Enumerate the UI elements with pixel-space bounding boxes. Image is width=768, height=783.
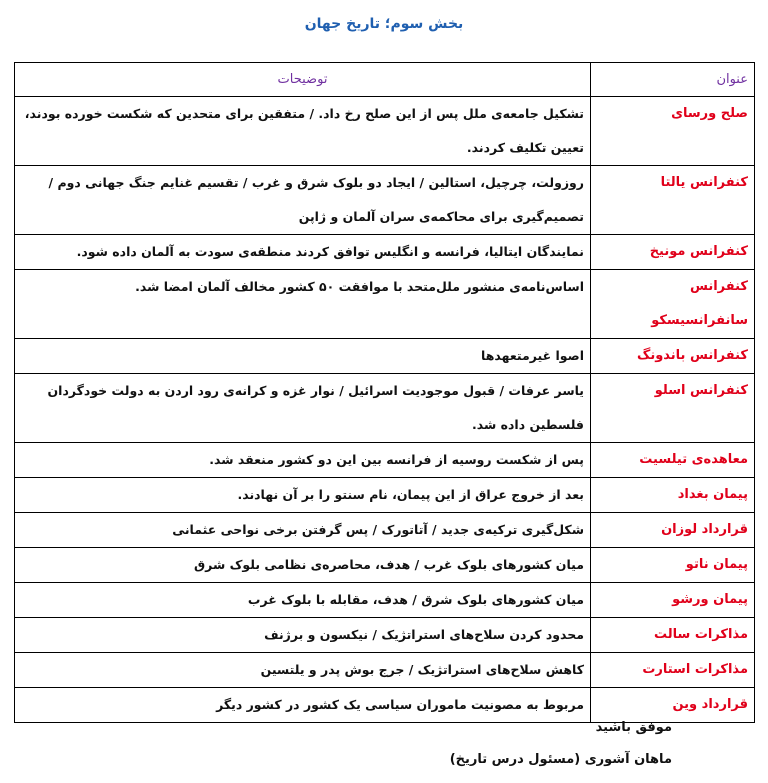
table-row [15, 235, 755, 270]
footer-signature: ماهان آشوری (مسئول درس تاریخ) [449, 752, 672, 767]
row-description: یاسر عرفات / قبول موجودیت اسرائیل / نوار غزه و کرانه‌ی رود اردن به دولت خودگردان فلسطین داده شد. [15, 374, 591, 443]
row-title: مذاکرات استارت [591, 653, 755, 688]
row-title: قرارداد لوزان [591, 513, 755, 548]
table-row [15, 583, 755, 618]
row-description: اصوا غیرمتعهدها [15, 339, 591, 374]
row-title: پیمان ناتو [591, 548, 755, 583]
row-description: مربوط به مصونیت ماموران سیاسی یک کشور در کشور دیگر [15, 688, 591, 723]
row-title: کنفرانس سانفرانسیسکو [591, 270, 755, 339]
table-row [15, 688, 755, 723]
row-description: بعد از خروج عراق از این پیمان، نام سنتو را بر آن نهادند. [15, 478, 591, 513]
row-description: پس از شکست روسیه از فرانسه بین این دو کشور منعقد شد. [15, 443, 591, 478]
row-title: کنفرانس یالتا [591, 166, 755, 235]
row-description: شکل‌گیری ترکیه‌ی جدید / آتاتورک / پس گرفتن برخی نواحی عثمانی [15, 513, 591, 548]
footer-wish: موفق باشید [595, 720, 672, 735]
table-row [15, 339, 755, 374]
row-description: روزولت، چرچیل، استالین / ایجاد دو بلوک شرق و غرب / تقسیم غنایم جنگ جهانی دوم / تصمیم‌گیری برای محاکمه‌ی سران آلمان و ژاپن [15, 166, 591, 235]
page-title: بخش سوم؛ تاریخ جهان [304, 16, 464, 32]
row-description: اساس‌نامه‌ی منشور ملل‌متحد با موافقت ۵۰ کشور مخالف آلمان امضا شد. [15, 270, 591, 339]
row-title: مذاکرات سالت [591, 618, 755, 653]
table-row [15, 166, 755, 235]
row-title: کنفرانس مونیخ [591, 235, 755, 270]
table-row [15, 270, 755, 339]
row-title: قرارداد وین [591, 688, 755, 723]
table-row [15, 478, 755, 513]
row-description: میان کشورهای بلوک غرب / هدف، محاصره‌ی نظامی بلوک شرق [15, 548, 591, 583]
row-description: نمایندگان ایتالیا، فرانسه و انگلیس توافق کردند منطقه‌ی سودت به آلمان داده شود. [15, 235, 591, 270]
header-description: توضیحات [15, 63, 591, 97]
row-title: کنفرانس باندونگ [591, 339, 755, 374]
row-title: صلح ورسای [591, 97, 755, 166]
row-title: کنفرانس اسلو [591, 374, 755, 443]
history-table [14, 62, 755, 723]
table-header-row [15, 63, 755, 97]
row-description: میان کشورهای بلوک شرق / هدف، مقابله با بلوک غرب [15, 583, 591, 618]
table-row [15, 548, 755, 583]
table-row [15, 374, 755, 443]
header-title: عنوان [591, 63, 755, 97]
row-title: پیمان بغداد [591, 478, 755, 513]
row-description: تشکیل جامعه‌ی ملل پس از این صلح رخ داد. / متفقین برای متحدین که شکست خورده بودند، تعیین تکلیف کردند. [15, 97, 591, 166]
table-row [15, 513, 755, 548]
table-row [15, 618, 755, 653]
row-title: پیمان ورشو [591, 583, 755, 618]
row-description: کاهش سلاح‌های استراتژیک / جرج بوش پدر و یلتسین [15, 653, 591, 688]
table-row [15, 653, 755, 688]
row-description: محدود کردن سلاح‌های استراتژیک / نیکسون و برژنف [15, 618, 591, 653]
row-title: معاهده‌ی تیلسیت [591, 443, 755, 478]
table-row [15, 443, 755, 478]
table-row [15, 97, 755, 166]
